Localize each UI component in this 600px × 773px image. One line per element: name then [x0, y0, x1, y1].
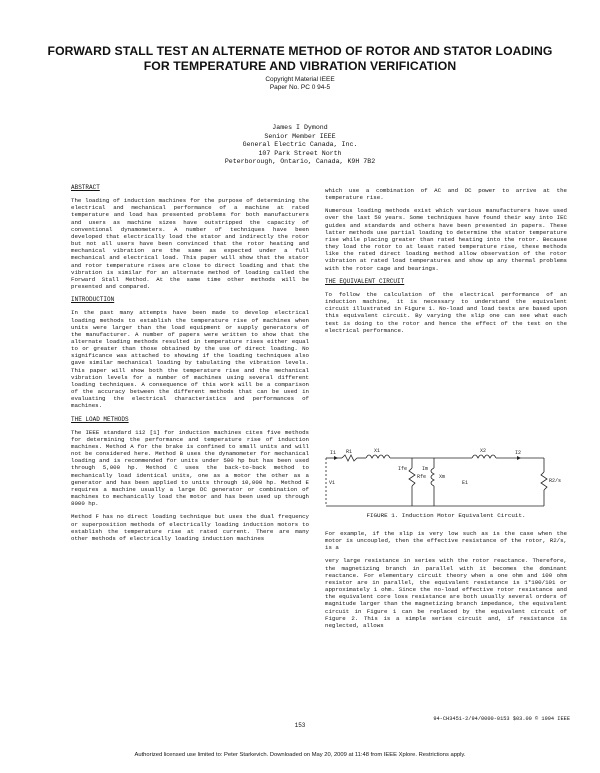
- label-v1: V1: [329, 480, 336, 486]
- author-block: [150, 124, 450, 167]
- author-company: General Electric Canada, Inc.: [242, 141, 358, 149]
- right-column-lower: [325, 530, 567, 635]
- inductor-x2: [472, 455, 496, 458]
- page-number: 153: [294, 722, 306, 729]
- inductor-xm: [431, 468, 434, 486]
- load-methods-paragraph-2: Method F has no direct loading technique but uses the dual frequency or superposition methods of electrically loading induction motors to establish the temperature rise at rated current. There are many other methods of electrically loading induction machines: [71, 513, 309, 542]
- abstract-text: The loading of induction machines for the purpose of determining the electrical and mechanical performance of a machine at rated temperature and load has presented problems for both manufacturers and users as machine sizes have outstripped the capacity of conventional dynamometers. A number of techniques have been developed that electrically load the stator and indirectly the rotor but not all users have been convinced that the rotor heating and mechanical vibration are the same as expected under a full mechanical and electrical load. This paper will show that the stator and rotor temperature rises are close to direct loading and that the vibration is similar for an alternate method of loading called the Forward Stall Method. At the same time other methods will be presented and compared.: [71, 197, 309, 291]
- right-column-upper: [325, 187, 567, 340]
- load-methods-heading: THE LOAD METHODS: [71, 415, 129, 423]
- current-arrow-i1: [334, 456, 338, 460]
- author-name: James I Dymond: [272, 124, 328, 131]
- label-im: Im: [422, 466, 429, 472]
- left-column: [71, 184, 309, 548]
- introduction-text: In the past many attempts have been made to develop electrical loading methods to establish the temperature rise of machines when units were larger than the load equipment or supply generators of the manufacturer. A number of papers were written to show that the alternate loading methods resulted in temperature rises either equal to or greater than those obtained by the use of direct loading. No significance was attached to showing if the loading techniques also gave similar mechanical loading by tabulating the vibration levels. This paper will show both the temperature rise and the mechanical vibration levels for a number of machines using several different loading techniques. A consequence of this work will be a comparison of the accuracy between the different methods that can be used in evaluating the electrical characteristics and performances of machines.: [71, 309, 309, 410]
- label-r2s: R2/s: [549, 478, 562, 484]
- right-paragraph-2: To follow the calculation of the electrical performance of an induction machine, it is necessary to understand the equivalent circuit illustrated in Figure 1. No-load and load tests are based upon this equivalent circuit. By varying the slip one can see what each test is doing to the rotor and hence the effect of the test on the electrical performance.: [325, 290, 567, 334]
- label-x2: X2: [480, 448, 487, 454]
- label-x1: X1: [374, 448, 381, 454]
- equivalent-circuit-figure: [322, 448, 564, 514]
- paper-meta: [150, 76, 450, 92]
- current-arrow-i2: [517, 456, 521, 460]
- right-paragraph-0: which use a combination of AC and DC power to arrive at the temperature rise.: [325, 187, 567, 202]
- label-i2: I2: [515, 450, 522, 456]
- author-street: 107 Park Street North: [258, 149, 342, 157]
- conference-copyright-line: 94-CH3451-2/94/0000-0153 $03.00 © 1994 IEEE: [433, 716, 570, 722]
- introduction-heading: INTRODUCTION: [71, 296, 115, 304]
- resistor-rfe: [409, 468, 415, 486]
- right-paragraph-3: For example, if the slip is very low such as is the case when the motor is uncoupled, then the effective resistance of the rotor, R2/s, is a: [325, 530, 567, 552]
- abstract-heading: ABSTRACT: [71, 184, 100, 191]
- label-e1: E1: [462, 480, 469, 486]
- label-r1: R1: [346, 449, 353, 455]
- label-xm: Xm: [439, 474, 446, 480]
- resistor-r2s: [541, 472, 547, 490]
- resistor-r1: [342, 455, 357, 461]
- figure-caption: FIGURE 1. Induction Motor Equivalent Circuit.: [366, 512, 526, 519]
- label-ife: Ife: [398, 466, 408, 472]
- inductor-x1: [366, 455, 390, 458]
- load-methods-paragraph-1: The IEEE standard 112 [1] for induction machines cites five methods for determining the performance and temperature rise of induction machines. Method A for the brake is confined to small units and will not be considered here. Method B uses the dynamometer for mechanical loading and is recommended for units under 500 hp but has been used through 5,000 hp. Method C uses the back-to-back method to mechanically load identical units, one as a motor the other as a generator and has been applied to units through 10,000 hp. Method E requires a machine usually a large DC generator or combination of machines to mechanically load the motor and has been used up through 8000 hp.: [71, 428, 309, 508]
- download-footer: Authorized licensed use limited to: Peter Starkevich. Downloaded on May 20, 2009 at 11:48 from IEEE Xplore. Restrictions apply.: [134, 752, 466, 758]
- author-position: Senior Member IEEE: [264, 132, 336, 140]
- right-paragraph-1: Numerous loading methods exist which various manufacturers have used over the last 50 years. Some techniques have found their way into IEC guides and standards and others have been presented in papers. These latter methods use partial loading to determine the stator temperature rise while placing greater than rated heating into the rotor. Because they load the rotor to at least rated temperature rise, these methods like the rated direct loading method allow observation of the rotor vibration at rated load temperatures and show up any thermal problems with the rotor cage and bearings.: [325, 207, 567, 272]
- equivalent-circuit-heading: THE EQUIVALENT CIRCUIT: [325, 277, 405, 285]
- copyright-notice: Copyright Material IEEE: [265, 76, 335, 83]
- label-rfe: Rfe: [417, 474, 427, 480]
- paper-number: Paper No. PC 0 94-5: [269, 84, 331, 91]
- paper-title: FORWARD STALL TEST AN ALTERNATE METHOD OF ROTOR AND STATOR LOADING FOR TEMPERATURE AND VIBRATION VERIFICATION: [47, 44, 553, 73]
- author-city: Peterborough, Ontario, Canada, K9H 7B2: [224, 158, 376, 166]
- right-paragraph-4: very large resistance in series with the rotor reactance. Therefore, the magnetizing branch in parallel with it becomes the dominant reactance. For elementary circuit theory when a one ohm and 100 ohm resistor are in parallel, the equivalent resistance is 1*100/101 or approximately 1 ohm. Since the no-load effective rotor resistance and the equivalent core loss resistance are both usually several orders of magnitude larger than the magnetizing branch impedance, the equivalent circuit in Figure 1 can be replaced by the equivalent circuit of Figure 2. This is a simple series circuit and, if resistance is neglected, allows: [325, 557, 567, 629]
- label-i1: I1: [330, 450, 337, 456]
